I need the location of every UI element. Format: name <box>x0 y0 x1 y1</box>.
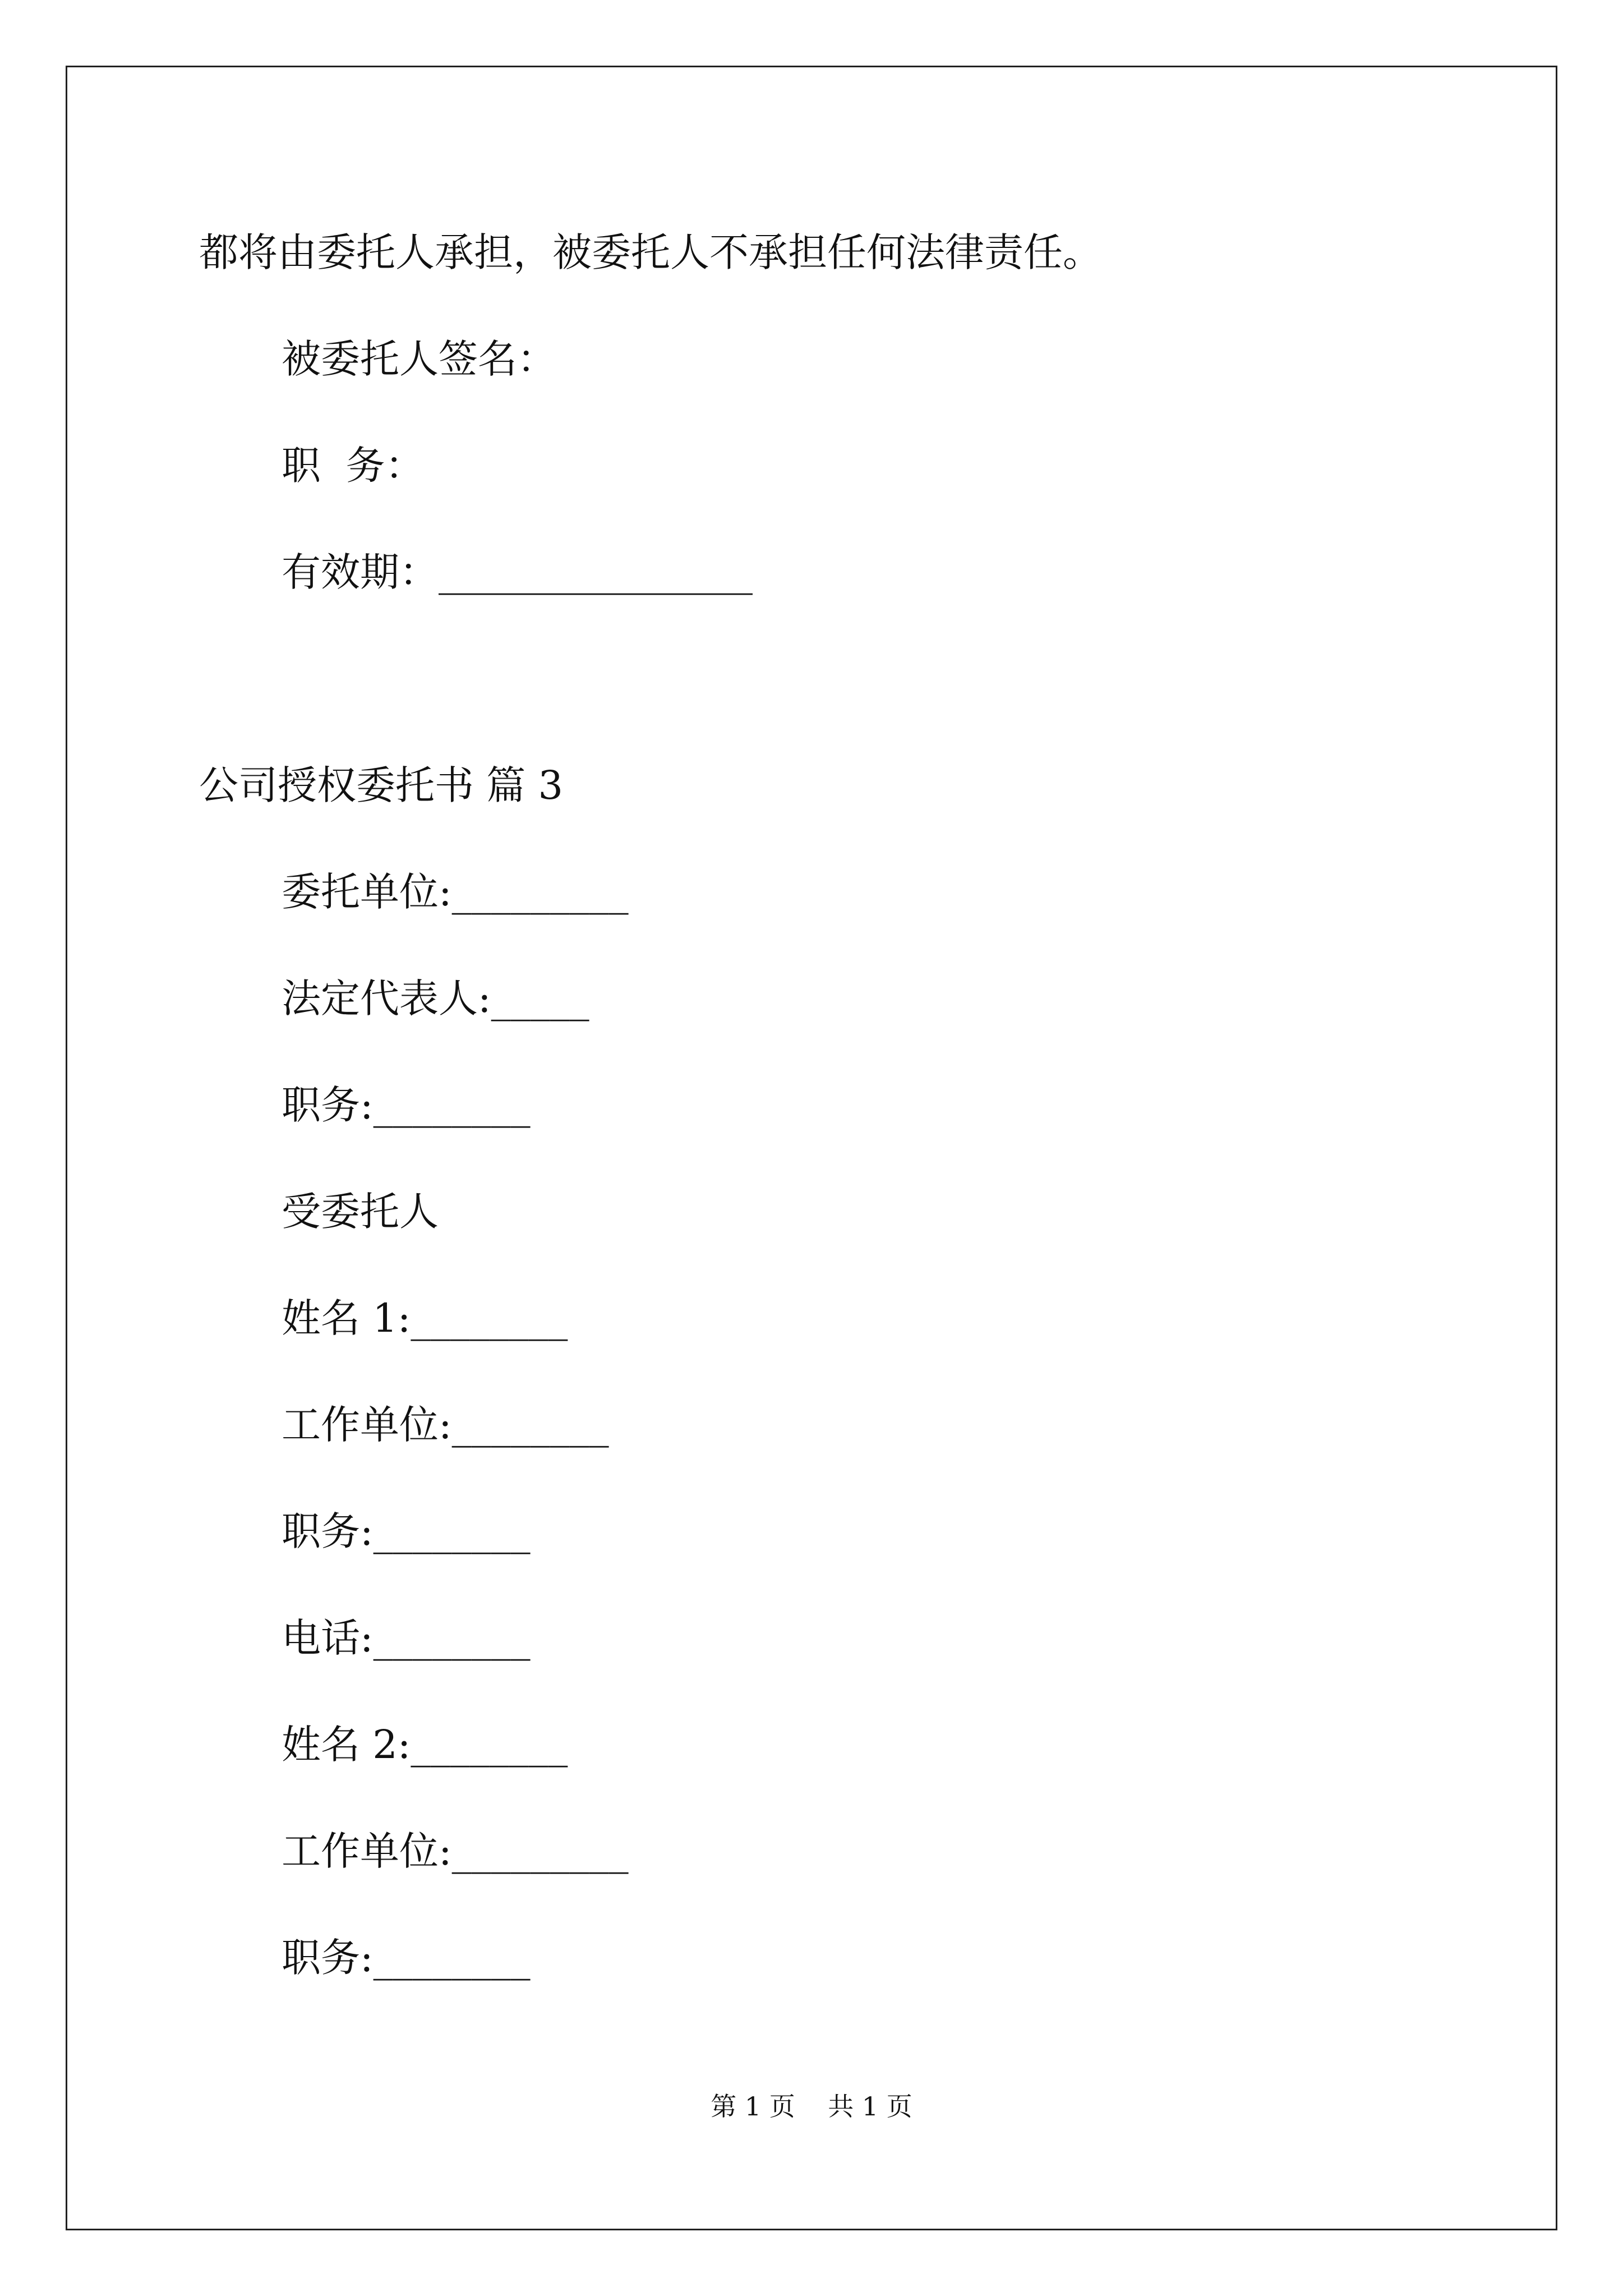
signature-label: 被委托人签名： <box>282 336 556 382</box>
page-number-footer: 第 1 页 共 1 页 <box>711 2091 912 2122</box>
position-label: 职 务： <box>282 443 425 489</box>
position-field: 职务:________ <box>282 1935 531 1981</box>
position-field: 职务:________ <box>282 1082 531 1128</box>
name-2-field: 姓名 2:________ <box>282 1722 568 1768</box>
trustee-heading: 受委托人 <box>282 1189 439 1235</box>
name-1-field: 姓名 1:________ <box>282 1295 568 1341</box>
work-unit-field: 工作单位:________ <box>282 1402 609 1448</box>
phone-field: 电话:________ <box>282 1615 531 1661</box>
position-field: 职务:________ <box>282 1508 531 1554</box>
validity-field: 有效期：________________ <box>282 549 753 595</box>
entrusting-unit-field: 委托单位:_________ <box>282 869 629 915</box>
legal-rep-field: 法定代表人:_____ <box>282 976 589 1022</box>
work-unit-field: 工作单位:_________ <box>282 1828 629 1874</box>
body-paragraph-line: 都将由委托人承担，被委托人不承担任何法律责任。 <box>199 229 1102 275</box>
section-heading: 公司授权委托书 篇 3 <box>199 762 564 808</box>
page-border <box>66 66 1557 2230</box>
